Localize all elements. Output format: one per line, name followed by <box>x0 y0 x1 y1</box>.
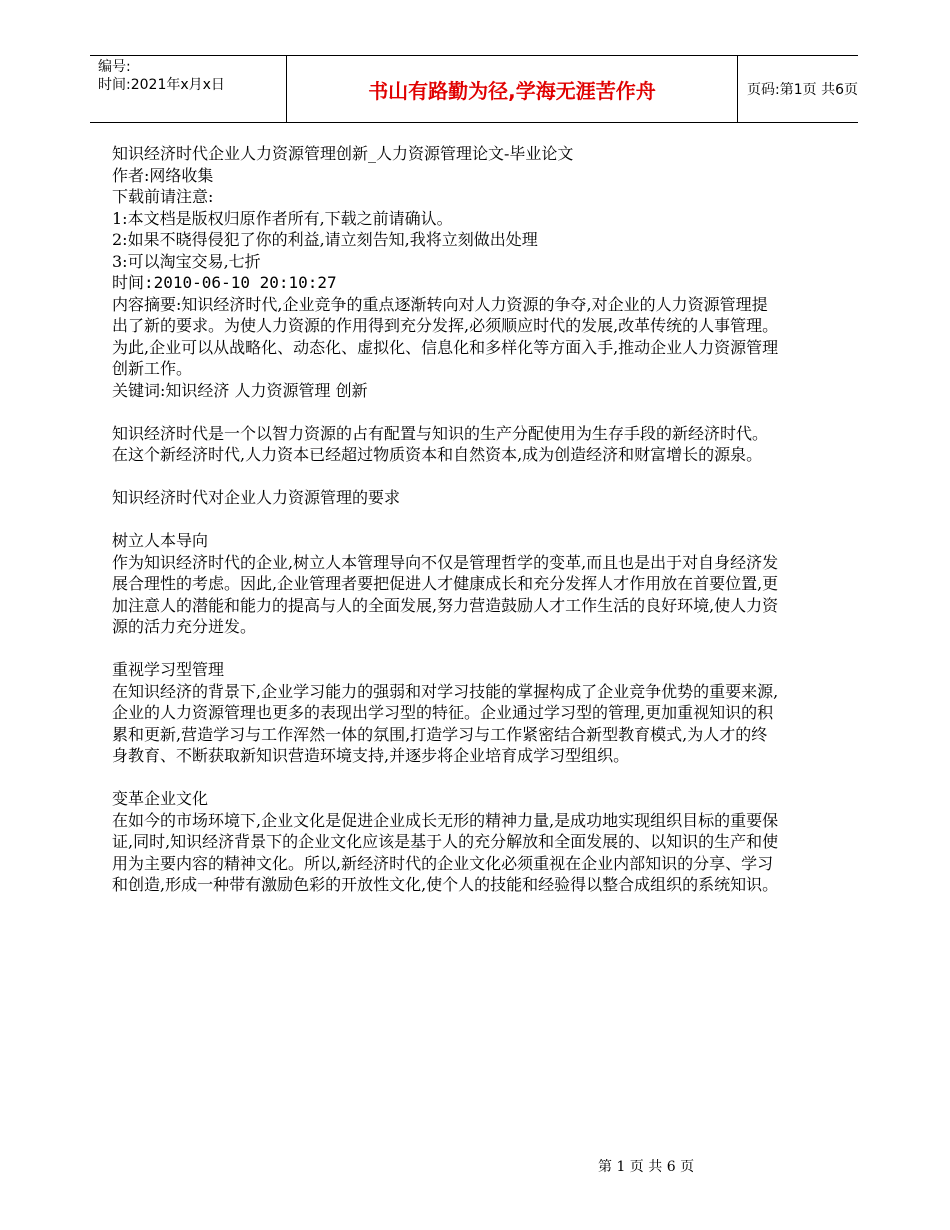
document-title: 知识经济时代企业人力资源管理创新_人力资源管理论文-毕业论文 <box>112 144 574 163</box>
notice-item-3: 3:可以淘宝交易,七折 <box>112 251 261 271</box>
document-body <box>112 143 780 896</box>
document-time-label: 时间:2021年x月x日 <box>98 77 225 93</box>
subsection-3-paragraph: 在如今的市场环境下,企业文化是促进企业成长无形的精神力量,是成功地实现组织目标的重要保证,同时,知识经济背景下的企业文化应该是基于人的充分解放和全面发展的、以知识的生产和使用为主要内容的精神文化。所以,新经济时代的企业文化必须重视在企业内部知识的分享、学习和创造,形成一种带有激励色彩的开放性文化,使个人的技能和经验得以整合成组织的系统知识。 <box>112 810 779 894</box>
subsection-2-heading: 重视学习型管理 <box>112 660 225 679</box>
abstract-paragraph: 内容摘要:知识经济时代,企业竞争的重点逐渐转向对人力资源的争夺,对企业的人力资源管理提出了新的要求。为使人力资源的作用得到充分发挥,必须顺应时代的发展,改革传统的人事管理。为此,企业可以从战略化、动态化、虚拟化、信息化和多样化等方面入手,推动企业人力资源管理创新工作。 <box>112 294 779 378</box>
header-page-info: 页码:第1页 共6页 <box>747 82 858 98</box>
publish-time: 时间:2010-06-10 20:10:27 <box>112 273 337 292</box>
page-footer-number: 第 1 页 共 6 页 <box>598 1159 695 1175</box>
header-motto: 书山有路勤为径,学海无涯苦作舟 <box>368 78 656 103</box>
section-heading: 知识经济时代对企业人力资源管理的要求 <box>112 488 401 507</box>
intro-paragraph: 知识经济时代是一个以智力资源的占有配置与知识的生产分配使用为生存手段的新经济时代。在这个新经济时代,人力资本已经超过物质资本和自然资本,成为创造经济和财富增长的源泉。 <box>112 423 769 464</box>
subsection-2-paragraph: 在知识经济的背景下,企业学习能力的强弱和对学习技能的掌握构成了企业竞争优势的重要来源,企业的人力资源管理也更多的表现出学习型的特征。企业通过学习型的管理,更加重视知识的积累和更新,营造学习与工作浑然一体的氛围,打造学习与工作紧密结合新型教育模式,为人才的终身教育、不断获取新知识营造环境支持,并逐步将企业培育成学习型组织。 <box>112 681 779 765</box>
notice-item-2: 2:如果不晓得侵犯了你的利益,请立刻告知,我将立刻做出处理 <box>112 230 538 249</box>
document-author: 作者:网络收集 <box>112 165 214 185</box>
subsection-3-heading: 变革企业文化 <box>112 789 209 808</box>
page-header <box>90 55 858 123</box>
header-meta <box>90 56 286 122</box>
keywords-line: 关键词:知识经济 人力资源管理 创新 <box>112 380 368 400</box>
subsection-1-heading: 树立人本导向 <box>112 531 209 550</box>
subsection-1-paragraph: 作为知识经济时代的企业,树立人本管理导向不仅是管理哲学的变革,而且也是出于对自身经济发展合理性的考虑。因此,企业管理者要把促进人才健康成长和充分发挥人才作用放在首要位置,更加注意人的潜能和能力的提高与人的全面发展,努力营造鼓励人才工作生活的良好环境,使人力资源的活力充分迸发。 <box>112 552 779 636</box>
notice-item-1: 1:本文档是版权归原作者所有,下载之前请确认。 <box>112 208 453 228</box>
document-number-label: 编号: <box>98 59 131 75</box>
header-motto-cell <box>286 56 738 122</box>
notice-title: 下载前请注意: <box>112 187 214 206</box>
